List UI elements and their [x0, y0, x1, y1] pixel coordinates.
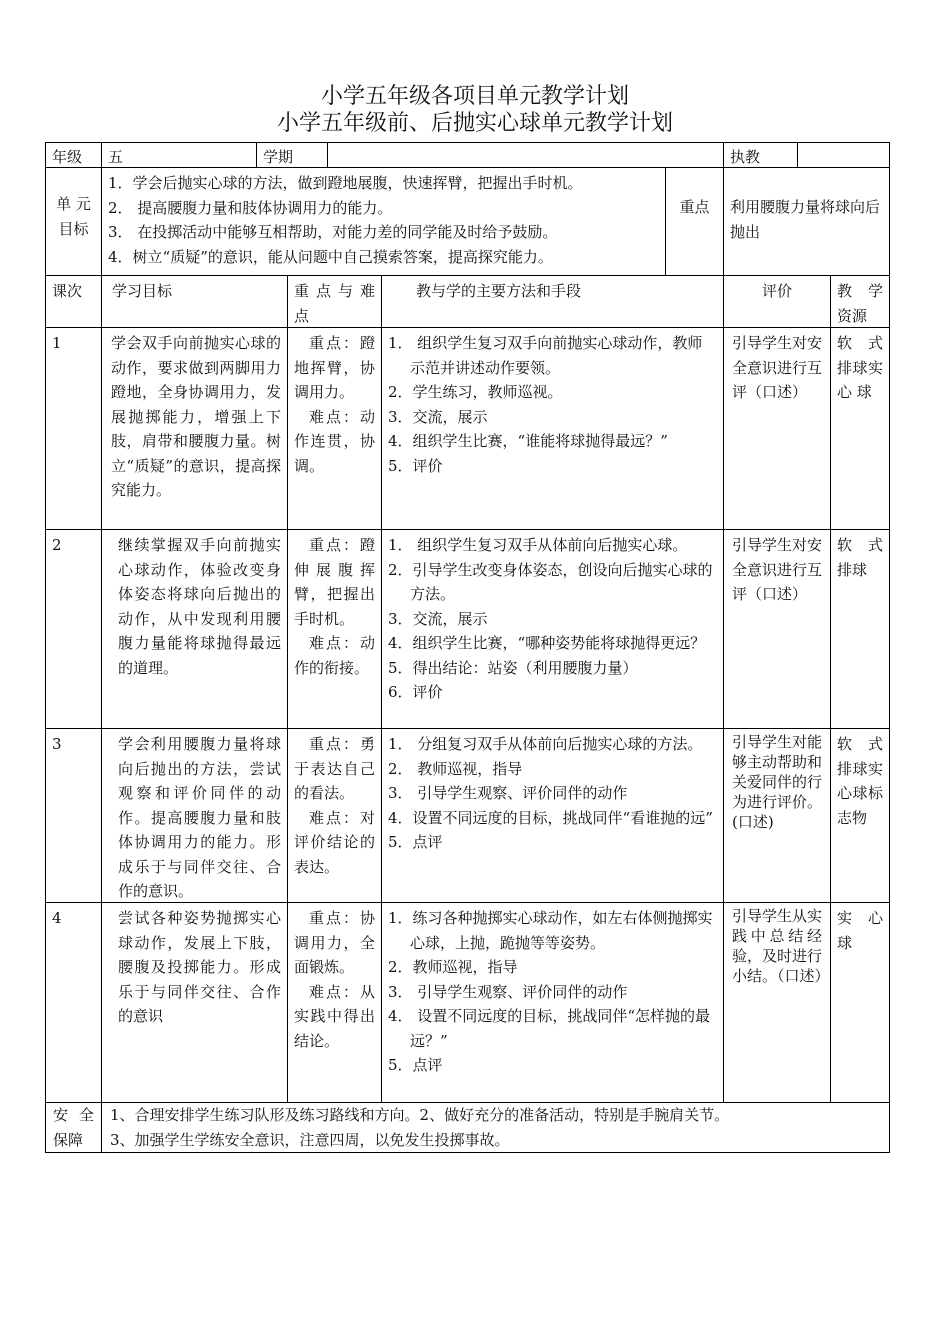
method-step: 2．学生练习，教师巡视。 — [388, 383, 563, 401]
unit-objectives-label: 单 元 目标 — [56, 195, 91, 238]
lesson-methods — [382, 730, 723, 902]
lesson-goal: 继续掌握双手向前抛实心球动作，体验改变身体姿态将球向后抛出的动作，从中发现利用腰腹力量能将球抛得最远的道理。 — [118, 536, 281, 677]
lesson-evaluation: 引导学生对能够主动帮助和关爱同伴的行为进行评价。(口述) — [732, 733, 823, 831]
unit-objective: 4．树立“质疑”的意识，能从问题中自己摸索答案，提高探究能力。 — [108, 247, 553, 266]
lesson-number: 4 — [52, 909, 62, 927]
lesson-difficulty: 难点：从实践中得出结论。 — [294, 982, 375, 1050]
lesson-goal: 学会双手向前抛实心球的动作，要求做到两脚用力蹬地，全身协调用力，发展抛掷能力，增强上下肢，肩带和腰腹力量。树立“质疑”的意识，提高探究能力。 — [111, 334, 281, 499]
lesson-evaluation: 引导学生对安全意识进行互评（口述） — [732, 334, 823, 401]
lesson-methods — [382, 329, 723, 528]
col-lesson: 课次 — [52, 282, 83, 300]
lesson-difficulty: 难点：动作连贯，协调。 — [294, 407, 375, 475]
method-step: 6．评价 — [388, 683, 443, 701]
lesson-number: 1 — [52, 334, 62, 352]
lesson-resources: 实 心球 — [837, 909, 883, 952]
lesson-key-difficulty — [288, 730, 381, 902]
page-subtitle: 小学五年级前、后抛实心球单元教学计划 — [276, 111, 673, 136]
lesson-methods — [382, 904, 723, 1102]
teacher-value — [798, 143, 889, 167]
lesson-difficulty: 难点：动作的衔接。 — [294, 634, 375, 677]
method-step: 1． 组织学生复习双手从体前向后抛实心球。 — [388, 536, 688, 554]
lesson-resources: 软 式排球实 心球标 志物 — [837, 735, 883, 827]
lesson-evaluation: 引导学生对安全意识进行互评（口述） — [732, 536, 823, 603]
method-step: 1． 组织学生复习双手向前抛实心球动作，教师示范并讲述动作要领。 — [388, 334, 703, 377]
unit-objective: 3． 在投掷活动中能够互相帮助，对能力差的同学能及时给予鼓励。 — [108, 223, 558, 241]
teacher-label: 执教 — [730, 148, 761, 166]
lesson-number: 3 — [52, 735, 62, 753]
grade-value: 五 — [108, 148, 124, 166]
page-title: 小学五年级各项目单元教学计划 — [320, 84, 629, 109]
method-step: 1．练习各种抛掷实心球动作，如左右体侧抛掷实心球，上抛，跪抛等等姿势。 — [388, 909, 713, 952]
method-step: 2． 教师巡视，指导 — [388, 759, 523, 778]
lesson-resources: 软 式排球实 心 球 — [837, 334, 883, 401]
grade-label: 年级 — [52, 148, 83, 166]
safety-line: 3、加强学生学练安全意识，注意四周，以免发生投掷事故。 — [110, 1130, 510, 1149]
method-step: 5．评价 — [388, 456, 443, 475]
method-step: 5．得出结论：站姿（利用腰腹力量） — [388, 658, 638, 677]
col-goal: 学习目标 — [112, 282, 173, 300]
method-step: 3． 引导学生观察、评价同伴的动作 — [388, 784, 628, 802]
lesson-evaluation: 引导学生从实践中总结经验，及时进行小结。（口述） — [732, 907, 830, 985]
method-step: 3．交流，展示 — [388, 609, 488, 628]
col-methods: 教与学的主要方法和手段 — [416, 282, 582, 300]
lesson-key: 重点：蹬伸展腹挥臂，把握出手时机。 — [294, 536, 375, 628]
method-step: 5．点评 — [388, 1056, 443, 1074]
unit-objectives — [102, 169, 665, 274]
method-step: 5．点评 — [388, 833, 443, 851]
lesson-key-difficulty — [288, 904, 381, 1102]
lesson-methods — [382, 531, 723, 728]
safety-notes — [102, 1103, 889, 1152]
key-point-value: 利用腰腹力量将球向后抛出 — [730, 198, 881, 241]
lesson-key: 重点：勇于表达自己的看法。 — [294, 735, 375, 802]
col-resources: 教 学 资源 — [837, 282, 883, 325]
method-step: 2．教师巡视，指导 — [388, 958, 518, 976]
method-step: 4．组织学生比赛，“谁能将球抛得最远？” — [388, 432, 668, 450]
lesson-resources: 软 式排球 — [837, 536, 883, 579]
safety-line: 1、合理安排学生练习队形及练习路线和方向。2、做好充分的准备活动，特别是手腕肩关节。 — [110, 1106, 730, 1124]
lesson-key: 重点：蹬地挥臂，协调用力。 — [294, 334, 375, 401]
unit-objective: 1．学会后抛实心球的方法，做到蹬地展腹，快速挥臂，把握出手时机。 — [108, 174, 583, 192]
term-value — [328, 143, 723, 167]
unit-objective: 2． 提高腰腹力量和肢体协调用力的能力。 — [108, 198, 393, 217]
lesson-goal: 学会利用腰腹力量将球向后抛出的方法，尝试观察和评价同伴的动作。提高腰腹力量和肢体协调用力的能力。形成乐于与同伴交往、合作的意识。 — [118, 735, 281, 900]
lesson-difficulty: 难点：对评价结论的表达。 — [294, 808, 375, 876]
method-step: 3． 引导学生观察、评价同伴的动作 — [388, 982, 628, 1001]
method-step: 2．引导学生改变身体姿态，创设向后抛实心球的方法。 — [388, 560, 713, 603]
col-key-difficulty: 重 点 与 难点 — [294, 282, 375, 325]
lesson-key-difficulty — [288, 329, 381, 528]
lesson-key: 重点：协调用力，全面锻炼。 — [294, 909, 375, 976]
lesson-goal: 尝试各种姿势抛掷实心球动作，发展上下肢，腰腹及投掷能力。形成乐于与同伴交往、合作的意识 — [118, 909, 281, 1025]
col-evaluation: 评价 — [761, 282, 792, 300]
method-step: 1． 分组复习双手从体前向后抛实心球的方法。 — [388, 735, 703, 753]
lesson-key-difficulty — [288, 531, 381, 728]
method-step: 4．组织学生比赛，“哪种姿势能将球抛得更远？ — [388, 634, 706, 652]
method-step: 4．设置不同远度的目标，挑战同伴“看谁抛的远” — [388, 808, 713, 827]
lesson-number: 2 — [52, 536, 62, 554]
term-label: 学期 — [263, 148, 294, 166]
safety-label: 安 全保障 — [53, 1106, 94, 1149]
method-step: 3．交流，展示 — [388, 407, 488, 426]
key-point-label: 重点 — [679, 198, 710, 216]
method-step: 4． 设置不同远度的目标，挑战同伴“怎样抛的最远？” — [388, 1007, 710, 1050]
